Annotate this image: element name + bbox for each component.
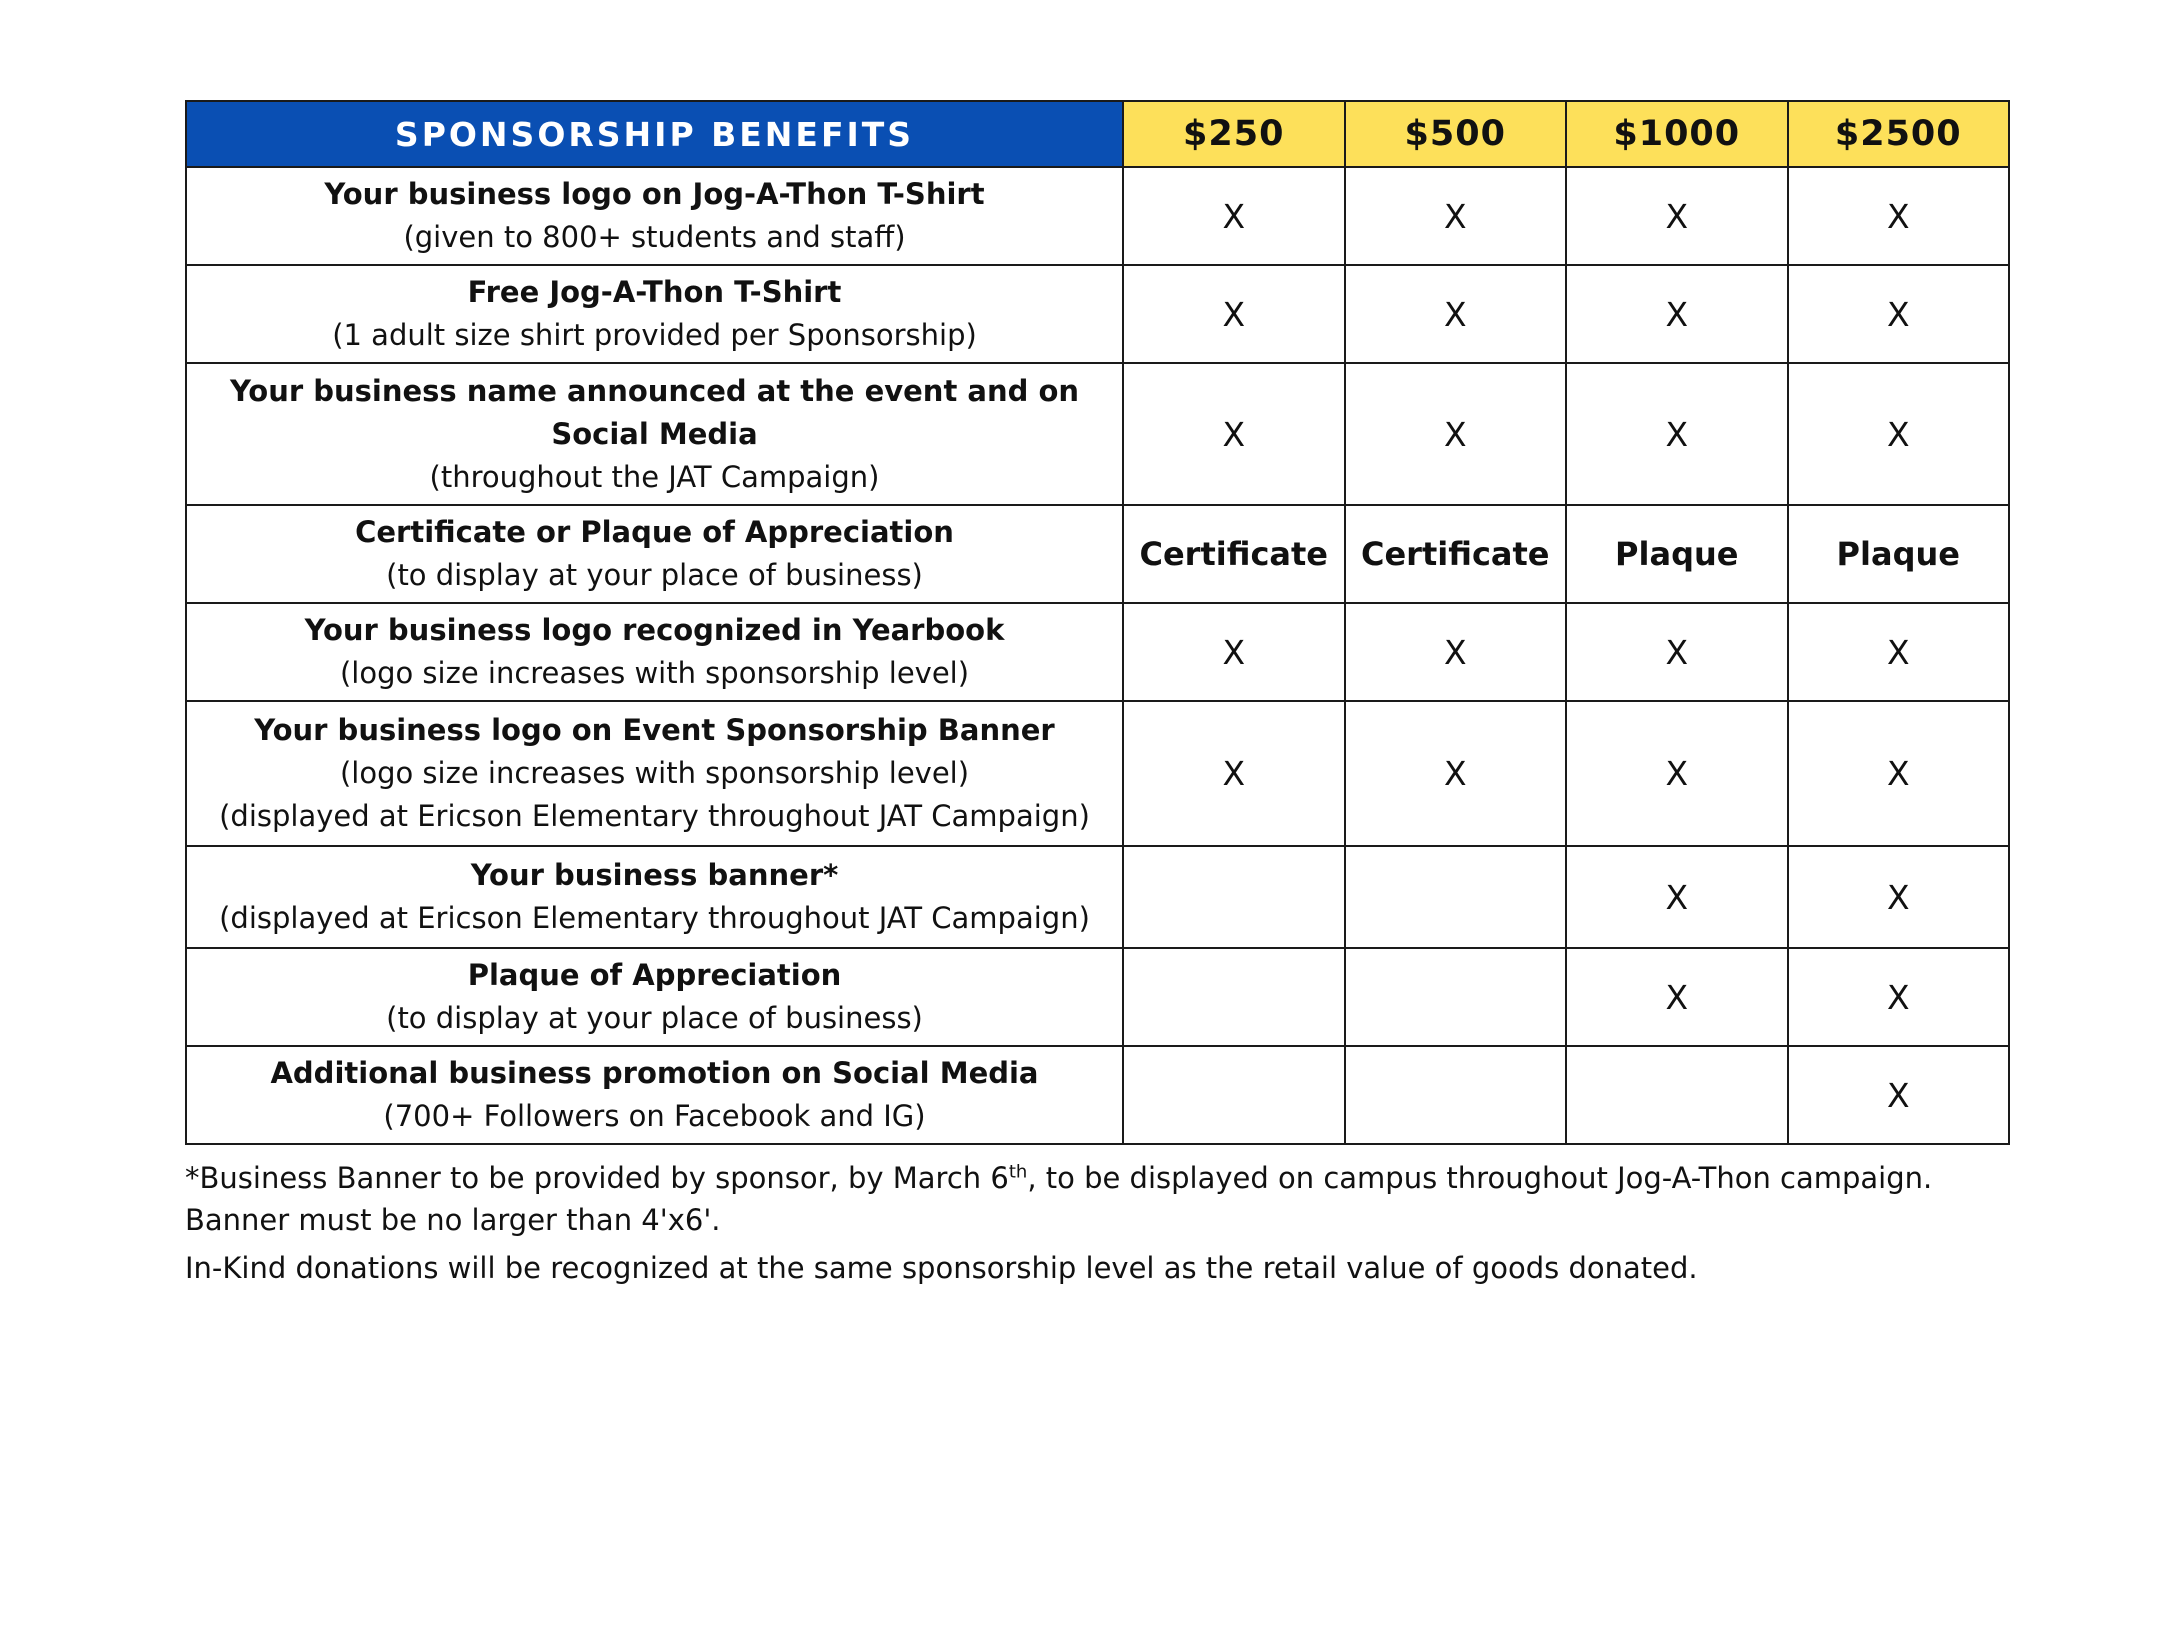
sponsorship-benefits-table (185, 100, 2010, 1145)
benefit-detail: (throughout the JAT Campaign) (429, 459, 880, 494)
banner-footnote (185, 1157, 2008, 1241)
benefit-cell (186, 265, 1123, 363)
benefit-detail: (to display at your place of business) (386, 1001, 923, 1035)
level-mark: X (1788, 363, 2010, 505)
benefit-cell (186, 505, 1123, 603)
level-mark (1123, 1046, 1345, 1144)
footnotes (185, 1157, 2008, 1289)
table-row (186, 948, 2009, 1046)
benefit-detail: (logo size increases with sponsorship level) (339, 756, 970, 790)
ordinal-suffix: th (1008, 1161, 1028, 1183)
level-mark (1345, 1046, 1567, 1144)
benefit-detail: (given to 800+ students and staff) (403, 220, 906, 254)
level-mark: Certificate (1123, 505, 1345, 603)
benefit-cell (186, 701, 1123, 846)
header-level-500: $500 (1345, 101, 1567, 167)
header-benefits: SPONSORSHIP BENEFITS (186, 101, 1123, 167)
inkind-footnote: In-Kind donations will be recognized at the same sponsorship level as the retail value of goods donated. (185, 1251, 1698, 1285)
level-mark: Plaque (1566, 505, 1788, 603)
table-row (186, 363, 2009, 505)
level-mark: X (1123, 363, 1345, 505)
benefit-cell (186, 1046, 1123, 1144)
benefit-detail: (displayed at Ericson Elementary throughout JAT Campaign) (219, 799, 1090, 833)
table-row (186, 701, 2009, 846)
benefit-title: Your business name announced at the event and on Social Media (229, 373, 1080, 451)
level-mark: X (1123, 603, 1345, 701)
benefit-title: Plaque of Appreciation (467, 958, 842, 992)
benefit-cell (186, 603, 1123, 701)
level-mark: X (1345, 701, 1567, 846)
level-mark: X (1566, 603, 1788, 701)
level-mark: X (1788, 603, 2010, 701)
benefit-title: Your business logo recognized in Yearbook (304, 613, 1005, 647)
benefit-cell (186, 167, 1123, 265)
level-mark: X (1788, 167, 2010, 265)
table-row (186, 505, 2009, 603)
benefit-cell (186, 363, 1123, 505)
level-mark: X (1345, 603, 1567, 701)
header-level-2500: $2500 (1788, 101, 2010, 167)
level-mark: X (1788, 1046, 2010, 1144)
benefit-title: Free Jog-A-Thon T-Shirt (467, 275, 842, 309)
level-mark (1345, 948, 1567, 1046)
level-mark: X (1345, 167, 1567, 265)
header-level-1000: $1000 (1566, 101, 1788, 167)
benefit-detail: (700+ Followers on Facebook and IG) (383, 1099, 926, 1133)
level-mark: Plaque (1788, 505, 2010, 603)
banner-footnote-start: *Business Banner to be provided by sponsor, by March 6 (185, 1161, 1009, 1195)
benefit-cell (186, 846, 1123, 948)
benefit-title: Additional business promotion on Social Media (270, 1056, 1039, 1090)
level-mark: X (1566, 948, 1788, 1046)
table-row (186, 167, 2009, 265)
sponsorship-sheet (185, 100, 2008, 1295)
level-mark (1345, 846, 1567, 948)
level-mark: X (1345, 363, 1567, 505)
level-mark: X (1566, 265, 1788, 363)
level-mark: X (1788, 265, 2010, 363)
level-mark: X (1345, 265, 1567, 363)
level-mark: X (1123, 265, 1345, 363)
benefit-title: Certificate or Plaque of Appreciation (355, 515, 954, 549)
benefit-detail: (displayed at Ericson Elementary throughout JAT Campaign) (219, 901, 1090, 935)
table-row (186, 265, 2009, 363)
benefit-title: Your business banner* (470, 858, 839, 892)
level-mark: X (1566, 363, 1788, 505)
level-mark: Certificate (1345, 505, 1567, 603)
table-row (186, 603, 2009, 701)
benefit-detail: (to display at your place of business) (386, 558, 923, 592)
benefit-detail: (1 adult size shirt provided per Sponsorship) (332, 318, 977, 352)
table-row (186, 846, 2009, 948)
level-mark: X (1788, 948, 2010, 1046)
benefit-title: Your business logo on Event Sponsorship Banner (254, 713, 1055, 747)
header-level-250: $250 (1123, 101, 1345, 167)
level-mark: X (1566, 167, 1788, 265)
level-mark: X (1123, 167, 1345, 265)
level-mark (1123, 846, 1345, 948)
level-mark (1123, 948, 1345, 1046)
benefit-cell (186, 948, 1123, 1046)
benefit-detail: (logo size increases with sponsorship level) (339, 656, 970, 690)
banner-footnote-end: , to be displayed on campus throughout Jog-A-Thon campaign. Banner must be no larger than 4'x6'. (185, 1161, 1933, 1237)
table-row (186, 1046, 2009, 1144)
level-mark: X (1566, 846, 1788, 948)
level-mark: X (1123, 701, 1345, 846)
header-row (186, 101, 2009, 167)
level-mark (1566, 1046, 1788, 1144)
level-mark: X (1788, 846, 2010, 948)
level-mark: X (1788, 701, 2010, 846)
benefit-title: Your business logo on Jog-A-Thon T-Shirt (324, 177, 985, 211)
level-mark: X (1566, 701, 1788, 846)
